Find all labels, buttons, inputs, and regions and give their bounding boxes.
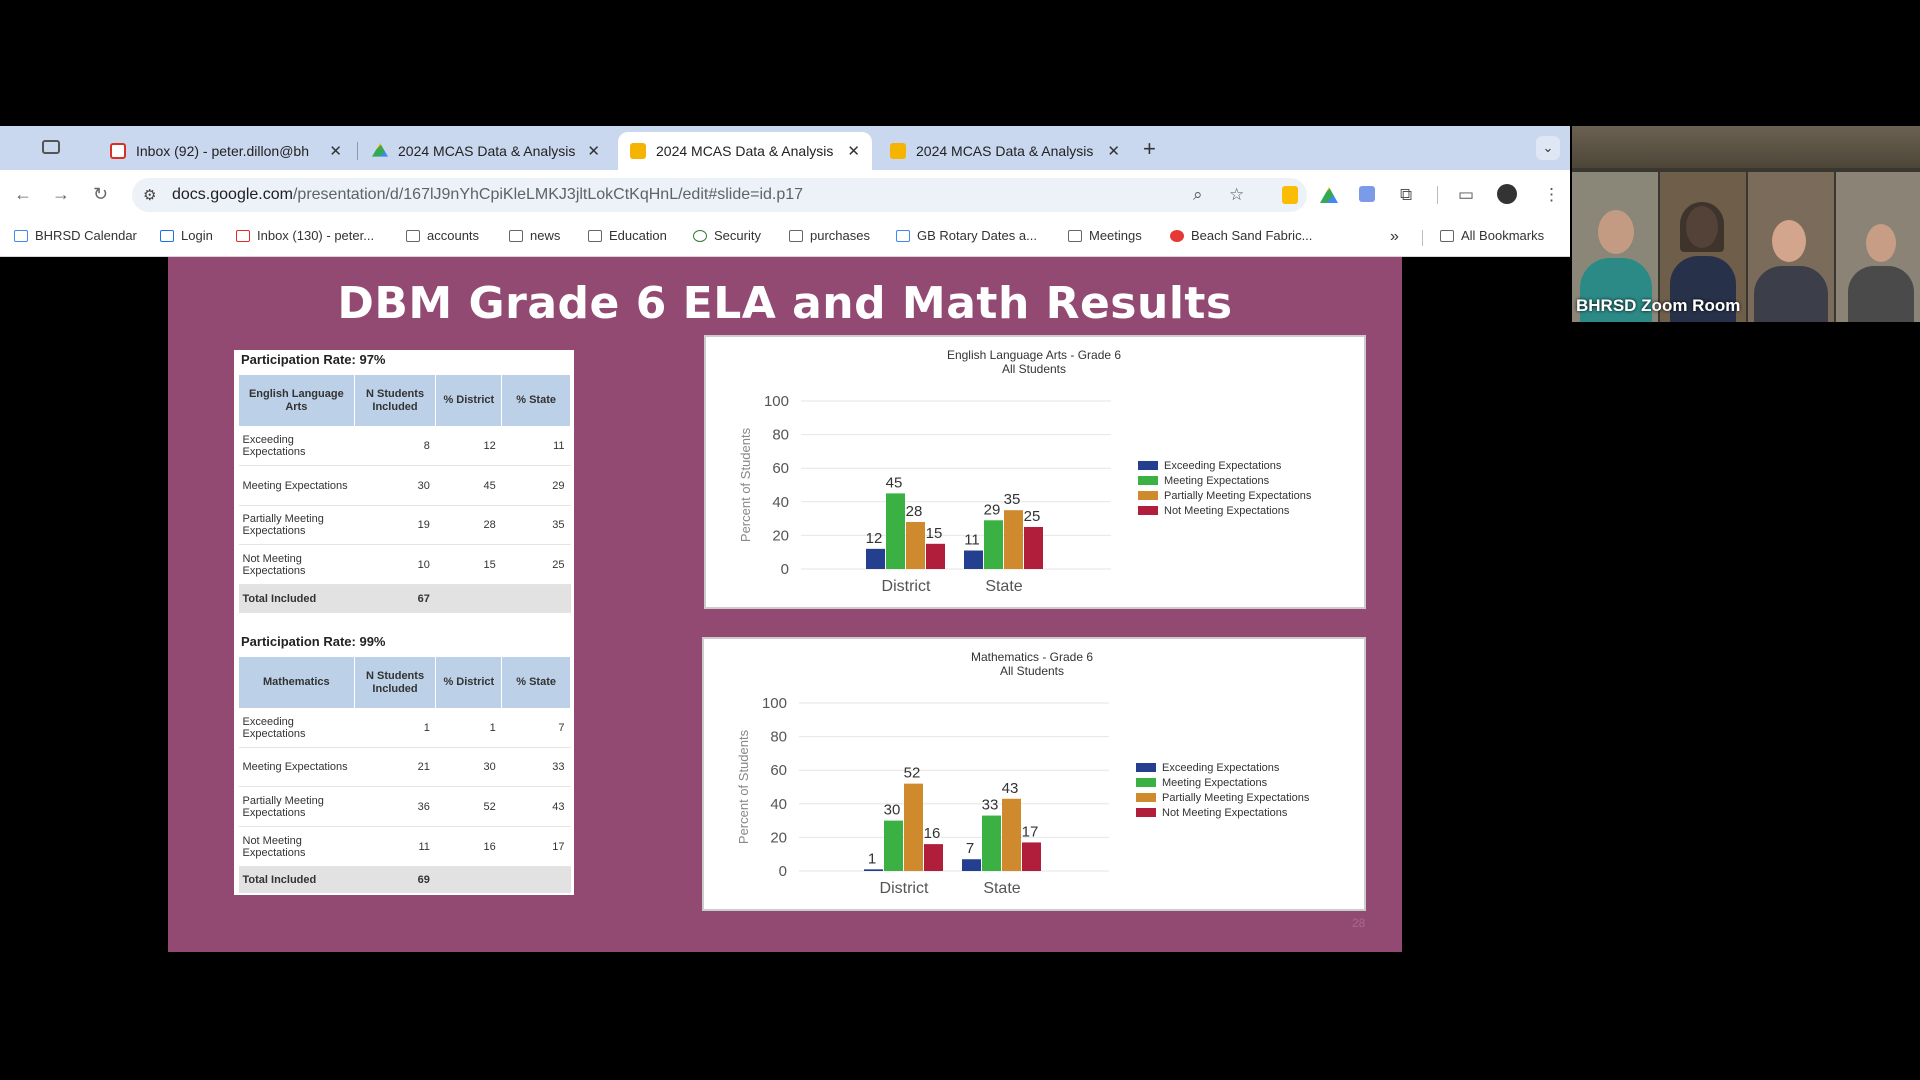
bookmark-rotary[interactable] [896,228,1037,243]
row-label: Meeting Expectations [239,748,355,787]
data-label: 11 [964,531,980,549]
row-label: Partially Meeting Expectations [239,506,355,545]
row-label: Exceeding Expectations [239,709,355,748]
chart-title: English Language Arts - Grade 6 [946,348,1122,362]
cell: 11 [354,827,436,867]
tab-inbox[interactable] [98,132,354,170]
bar [904,784,923,871]
cell: 7 [502,709,571,748]
bookmark-label: GB Rotary Dates a... [917,228,1037,243]
total-value: 69 [354,867,436,893]
row-label: Partially Meeting Expectations [239,787,355,827]
cast-icon[interactable]: ▭ [1458,185,1475,204]
y-tick-label: 80 [770,728,787,746]
gmail-icon [110,143,126,159]
legend-swatch [1136,793,1156,802]
forward-icon[interactable]: → [52,184,70,204]
cell: 12 [436,427,502,466]
cell: 25 [502,545,571,585]
slides-icon [630,143,646,159]
legend-swatch [1136,808,1156,817]
video-panel [1572,126,1920,322]
slides-icon [890,143,906,159]
data-label: 52 [903,764,921,782]
bookmark-folder-meetings[interactable] [1068,228,1142,243]
room-wide-camera [1572,126,1920,168]
bookmark-inbox[interactable] [236,228,374,243]
translate-extension-icon[interactable] [1359,186,1375,202]
extensions-icon[interactable]: ⧉ [1400,185,1413,204]
folder-icon [1068,230,1082,242]
bar [926,544,945,569]
bar [984,520,1003,569]
column-header: % State [502,657,571,709]
slide-page-number: 28 [1352,916,1366,930]
y-tick-label: 100 [761,695,787,712]
ela-table [238,374,571,613]
table-row [239,427,571,466]
bar [962,859,981,871]
cell: 1 [436,709,502,748]
bookmark-label: accounts [427,228,480,243]
legend-label: Exceeding Expectations [1162,762,1280,774]
bookmark-label: Inbox (130) - peter... [257,228,375,243]
total-label: Total Included [239,585,355,613]
cell: 8 [354,427,436,466]
close-icon[interactable]: ✕ [329,143,342,160]
data-label: 16 [923,825,941,843]
bar [884,821,903,871]
y-tick-label: 20 [772,527,789,545]
column-header: English Language Arts [239,375,355,427]
tab-title: 2024 MCAS Data & Analysis [398,143,576,159]
legend-swatch [1138,506,1158,515]
bookmark-bhrsd-calendar[interactable] [14,228,137,243]
legend-label: Meeting Expectations [1164,475,1270,487]
folder-icon [789,230,803,242]
chart-title: Mathematics - Grade 6 [970,650,1094,664]
cell: 29 [502,466,571,506]
row-label: Not Meeting Expectations [239,827,355,867]
table-row [239,748,571,787]
cell: 45 [436,466,502,506]
bar [982,816,1001,871]
cell: 43 [502,787,571,827]
bar [864,869,883,871]
zoom-room-label: BHRSD Zoom Room [1576,296,1741,315]
math-chart-box [702,637,1366,911]
sheets-icon [896,230,910,242]
close-icon[interactable]: ✕ [587,143,600,160]
bar [866,549,885,569]
url-text[interactable] [172,186,803,204]
new-tab-button[interactable]: + [1143,136,1156,161]
cell: 21 [354,748,436,787]
profile-avatar[interactable] [1497,184,1517,204]
login-icon [160,230,174,242]
column-header: N Students Included [354,375,436,427]
y-tick-label: 40 [770,795,787,813]
row-label: Exceeding Expectations [239,427,355,466]
data-label: 28 [905,502,923,520]
column-header: % State [502,375,571,427]
menu-icon[interactable]: ⋮ [1543,185,1560,204]
slide-title: DBM Grade 6 ELA and Math Results [337,278,1233,329]
legend-label: Partially Meeting Expectations [1164,490,1312,502]
tab-mcas-drive[interactable] [360,132,612,170]
column-header: Mathematics [239,657,355,709]
total-row [239,585,571,613]
cell: 10 [354,545,436,585]
cell: 1 [354,709,436,748]
folder-icon [509,230,523,242]
data-label: 33 [981,796,999,814]
bookmark-folder-education[interactable] [588,228,667,243]
bookmark-folder-purchases[interactable] [789,228,870,243]
table-row [239,545,571,585]
bookmark-label: purchases [810,228,870,243]
tab-title: 2024 MCAS Data & Analysis [656,143,834,159]
column-header: N Students Included [354,657,436,709]
cell: 36 [354,787,436,827]
gmail-icon [236,230,250,242]
total-label: Total Included [239,867,355,893]
legend-label: Exceeding Expectations [1164,460,1282,472]
bookmark-label: news [530,228,561,243]
bookmark-folder-news[interactable] [509,228,560,243]
tab-mcas-3[interactable] [878,132,1132,170]
bookmark-label: Education [609,228,667,243]
url-path: /presentation/d/167lJ9nYhCpiKleLMKJ3jltLokCtKqHnL/edit#slide=id.p17 [292,186,804,203]
back-icon[interactable]: ← [14,184,32,204]
tab-bar [0,126,1570,170]
star-icon[interactable]: ☆ [1229,185,1245,204]
data-label: 17 [1021,823,1039,841]
y-tick-label: 0 [780,561,789,578]
bookmark-security[interactable] [693,228,761,243]
cell: 35 [502,506,571,545]
cell: 15 [436,545,502,585]
cell: 19 [354,506,436,545]
bar [1024,527,1043,569]
all-bookmarks[interactable] [1440,228,1544,243]
data-label: 29 [983,501,1001,519]
chart-subtitle: All Students [999,664,1065,678]
cell: 16 [436,827,502,867]
data-label: 7 [965,840,975,858]
y-tick-label: 80 [772,426,789,444]
data-label: 15 [925,524,943,542]
column-header: % District [436,375,502,427]
legend-label: Meeting Expectations [1162,777,1268,789]
cell: 33 [502,748,571,787]
security-icon [693,230,707,242]
cell: 30 [354,466,436,506]
bookmark-folder-accounts[interactable] [406,228,479,243]
url-host: docs.google.com [172,186,293,203]
column-header: % District [436,657,502,709]
math-chart [704,639,1364,909]
table-row [239,709,571,748]
bookmark-label: Meetings [1089,228,1142,243]
close-icon[interactable]: ✕ [847,143,860,160]
bookmark-label: BHRSD Calendar [35,228,137,243]
legend-label: Not Meeting Expectations [1164,505,1290,517]
legend-swatch [1138,461,1158,470]
y-tick-label: 0 [778,863,787,880]
drive-icon [372,143,388,159]
legend-label: Partially Meeting Expectations [1162,792,1310,804]
data-label: 30 [883,801,901,819]
participant-4 [1836,172,1920,322]
y-tick-label: 40 [772,493,789,511]
x-tick-label: District [879,880,929,897]
table-row [239,506,571,545]
folder-icon [1440,230,1454,242]
y-axis-label: Percent of Students [736,729,751,845]
close-icon[interactable]: ✕ [1107,143,1120,160]
data-label: 25 [1023,508,1041,525]
table-row [239,827,571,867]
y-tick-label: 60 [770,762,787,780]
more-bookmarks-chevron[interactable]: » [1390,228,1399,245]
data-label: 43 [1001,779,1019,797]
ela-chart-box [704,335,1366,609]
cell: 17 [502,827,571,867]
toolbar-divider [1437,186,1438,204]
total-value: 67 [354,585,436,613]
y-tick-label: 60 [772,460,789,478]
legend-swatch [1138,476,1158,485]
site-icon [1170,230,1184,242]
y-tick-label: 100 [763,393,789,410]
table-row [239,787,571,827]
bar [886,493,905,569]
bar [1022,842,1041,871]
data-label: 45 [885,474,903,492]
legend-label: Not Meeting Expectations [1162,807,1288,819]
bookmark-label: Login [181,228,213,243]
y-axis-label: Percent of Students [738,427,753,543]
legend-swatch [1138,491,1158,500]
x-tick-label: State [985,578,1023,595]
bar [1002,799,1021,871]
folder-icon [406,230,420,242]
bookmark-beach-sand[interactable] [1170,228,1312,243]
data-label: 35 [1003,491,1021,509]
bookmarks-divider [1422,230,1423,246]
participant-3 [1748,172,1834,322]
bar [924,844,943,871]
legend-swatch [1136,763,1156,772]
bar [964,551,983,569]
chart-subtitle: All Students [1001,362,1067,376]
calendar-icon [14,230,28,242]
all-bookmarks-label: All Bookmarks [1461,228,1545,243]
math-participation-rate: Participation Rate: 99% [241,634,386,649]
bookmark-label: Beach Sand Fabric... [1191,228,1313,243]
data-label: 1 [867,850,877,868]
ela-chart [706,337,1364,607]
x-tick-label: State [983,880,1021,897]
row-label: Meeting Expectations [239,466,355,506]
cell: 52 [436,787,502,827]
row-label: Not Meeting Expectations [239,545,355,585]
legend-swatch [1136,778,1156,787]
bookmark-label: Security [714,228,761,243]
cell: 30 [436,748,502,787]
math-table [238,656,571,893]
cell: 28 [436,506,502,545]
bar [906,522,925,569]
data-label: 12 [865,529,883,547]
x-tick-label: District [881,578,931,595]
cell: 11 [502,427,571,466]
site-info-icon[interactable]: ⚙ [143,187,157,204]
folder-icon [588,230,602,242]
tab-title: 2024 MCAS Data & Analysis [916,143,1094,159]
total-row [239,867,571,893]
y-tick-label: 20 [770,829,787,847]
tab-search-icon[interactable] [42,140,60,154]
reload-icon[interactable]: ↻ [93,184,109,204]
tab-title: Inbox (92) - peter.dillon@bh [136,143,309,159]
bookmark-login[interactable] [160,228,213,243]
tab-list-button[interactable]: ⌄ [1536,136,1560,160]
zoom-icon[interactable]: ⌕ [1193,185,1203,204]
table-row [239,466,571,506]
tab-mcas-active[interactable] [618,132,872,170]
ela-participation-rate: Participation Rate: 97% [241,352,386,367]
bar [1004,510,1023,569]
extension-keep-icon[interactable] [1282,186,1298,204]
